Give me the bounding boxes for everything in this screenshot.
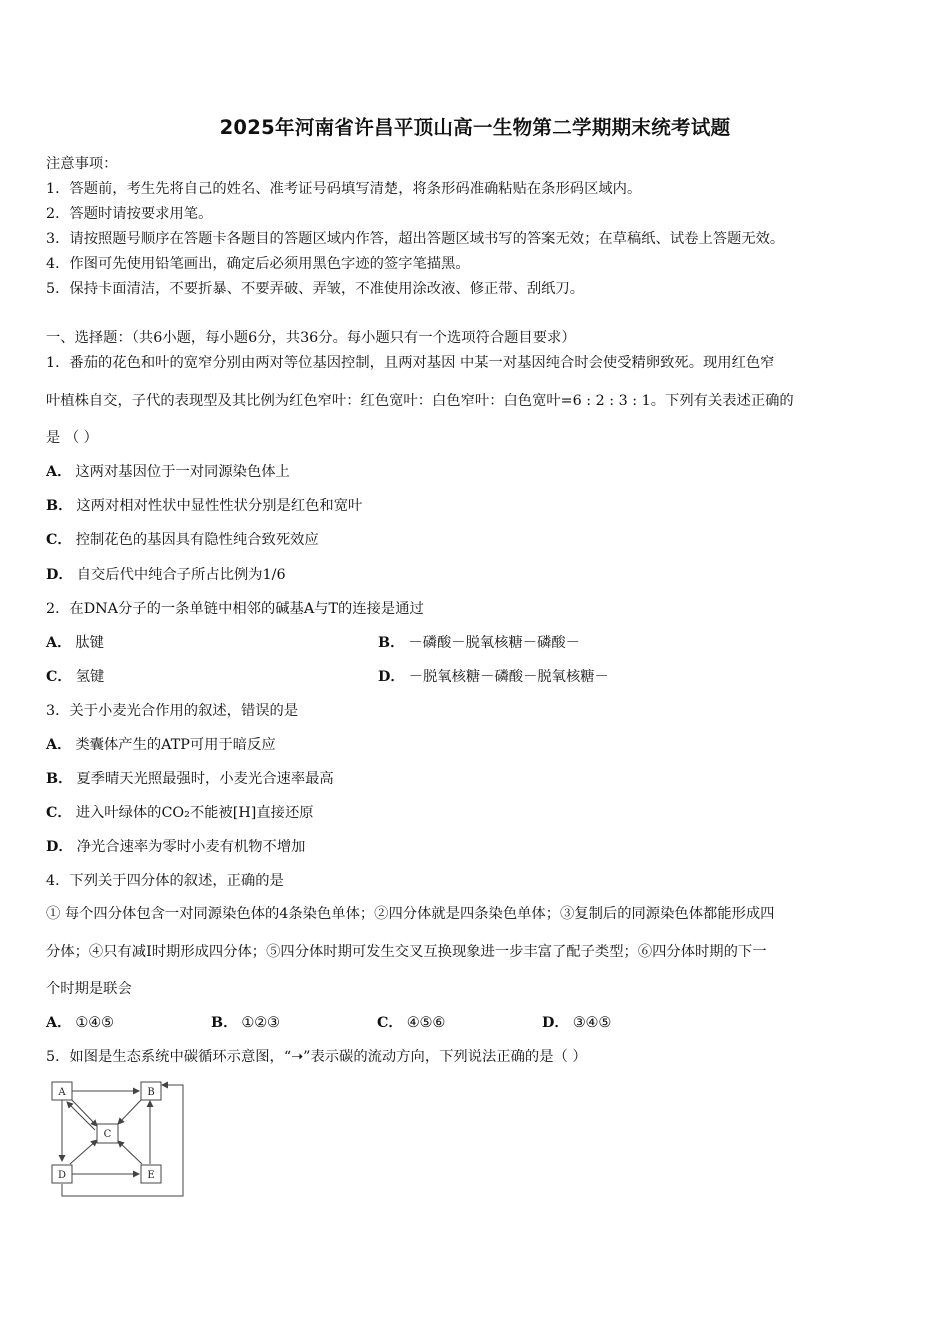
q1-option-a[interactable]	[46, 461, 290, 481]
option-text: 肽键	[75, 635, 104, 651]
q4-option-a[interactable]	[46, 1012, 114, 1032]
arrow-d-to-b-loop	[62, 1085, 183, 1196]
section-heading: 一、选择题：（共6小题，每小题6分，共36分。每小题只有一个选项符合题目要求）	[46, 330, 576, 346]
option-key: A．	[46, 737, 72, 753]
arrow-e-to-c	[118, 1141, 142, 1164]
option-key: B．	[378, 635, 405, 651]
notice-heading: 注意事项：	[46, 156, 118, 172]
q4-stem: 4．下列关于四分体的叙述，正确的是	[46, 873, 284, 889]
notice-item-1: 1．答题前，考生先将自己的姓名、准考证号码填写清楚，将条形码准确粘贴在条形码区域内。	[46, 181, 642, 197]
q1-option-d[interactable]	[46, 564, 286, 584]
option-text: 夏季晴天光照最强时，小麦光合速率最高	[76, 771, 334, 787]
q2-option-d[interactable]	[378, 666, 609, 686]
q4-body-line-3: 个时期是联会	[46, 981, 132, 997]
label-b: B	[147, 1087, 155, 1098]
option-text: ①②③	[241, 1015, 280, 1031]
option-key: B．	[46, 498, 73, 514]
arrow-a-to-c	[70, 1098, 97, 1126]
option-key: B．	[46, 771, 73, 787]
q2-option-a[interactable]	[46, 632, 104, 652]
option-text: 自交后代中纯合子所占比例为1/6	[76, 567, 286, 583]
label-e: E	[147, 1170, 155, 1181]
q2-option-c[interactable]	[46, 666, 104, 686]
q1-stem-line-3: 是 （ ）	[46, 430, 98, 446]
label-c: C	[103, 1129, 112, 1140]
option-text: ③④⑤	[572, 1015, 612, 1031]
option-key: A．	[46, 1015, 72, 1031]
option-text: 控制花色的基因具有隐性纯合致死效应	[75, 532, 319, 548]
q4-option-d[interactable]	[542, 1012, 611, 1032]
option-text: 氢键	[75, 669, 105, 685]
option-key: C．	[46, 669, 72, 685]
q3-option-c[interactable]	[46, 802, 314, 822]
option-key: D．	[542, 1015, 569, 1031]
q2-option-b[interactable]	[378, 632, 580, 652]
label-d: D	[57, 1170, 67, 1181]
arrow-d-to-c	[70, 1140, 97, 1164]
option-text: 这两对基因位于一对同源染色体上	[75, 464, 290, 480]
option-key: B．	[211, 1015, 238, 1031]
carbon-cycle-diagram	[46, 1076, 191, 1202]
q1-stem-line-1: 1．番茄的花色和叶的宽窄分别由两对等位基因控制，且两对基因 中某一对基因纯合时会使受精卵致死。现用红色窄	[46, 355, 775, 371]
arrow-b-to-c	[118, 1100, 141, 1124]
q2-stem: 2．在DNA分子的一条单链中相邻的碱基A与T的连接是通过	[46, 601, 424, 617]
notice-item-3: 3．请按照题号顺序在答题卡各题目的答题区域内作答，超出答题区域书写的答案无效；在草稿纸、试卷上答题无效。	[46, 231, 785, 247]
option-key: D．	[378, 669, 405, 685]
q3-option-d[interactable]	[46, 836, 305, 856]
notice-item-4: 4．作图可先使用铅笔画出，确定后必须用黑色字迹的签字笔描黑。	[46, 256, 470, 272]
option-text: －脱氧核糖－磷酸－脱氧核糖－	[408, 669, 609, 685]
page-title: 2025年河南省许昌平顶山高一生物第二学期期末统考试题	[219, 116, 731, 139]
option-text: 类囊体产生的ATP可用于暗反应	[75, 737, 276, 753]
option-key: A．	[46, 635, 72, 651]
label-a: A	[58, 1087, 66, 1098]
option-key: D．	[46, 567, 73, 583]
notice-item-5: 5．保持卡面清洁，不要折暴、不要弄破、弄皱，不准使用涂改液、修正带、刮纸刀。	[46, 281, 585, 297]
option-text: ①④⑤	[75, 1015, 114, 1031]
q1-option-c[interactable]	[46, 529, 319, 549]
arrow-c-to-a	[67, 1102, 95, 1130]
q3-stem: 3．关于小麦光合作用的叙述，错误的是	[46, 703, 299, 719]
option-text: ④⑤⑥	[406, 1015, 446, 1031]
option-text: 净光合速率为零时小麦有机物不增加	[76, 839, 306, 855]
option-key: C．	[46, 532, 72, 548]
option-text: 这两对相对性状中显性性状分别是红色和宽叶	[76, 498, 363, 514]
q3-option-a[interactable]	[46, 734, 276, 754]
option-key: D．	[46, 839, 73, 855]
q4-option-b[interactable]	[211, 1012, 280, 1032]
q3-option-b[interactable]	[46, 768, 334, 788]
option-key: C．	[377, 1015, 403, 1031]
q1-option-b[interactable]	[46, 495, 362, 515]
q4-body-line-2: 分体；④只有减Ⅰ时期形成四分体；⑤四分体时期可发生交叉互换现象进一步丰富了配子类型；⑥四分体时期的下一	[46, 944, 767, 960]
option-text: 进入叶绿体的CO₂不能被[H]直接还原	[75, 805, 314, 821]
notice-item-2: 2．答题时请按要求用笔。	[46, 206, 213, 222]
option-key: C．	[46, 805, 72, 821]
q5-stem: 5．如图是生态系统中碳循环示意图，“➝”表示碳的流动方向，下列说法正确的是（ ）	[46, 1049, 587, 1065]
option-text: －磷酸－脱氧核糖－磷酸－	[408, 635, 580, 651]
q4-body-line-1: ① 每个四分体包含一对同源染色体的4条染色单体；②四分体就是四条染色单体；③复制后的同源染色体都能形成四	[46, 906, 775, 922]
q1-stem-line-2: 叶植株自交，子代的表现型及其比例为红色窄叶：红色宽叶：白色窄叶：白色宽叶=6 : 2 : 3 : 1。下列有关表述正确的	[46, 393, 794, 409]
q4-option-c[interactable]	[377, 1012, 445, 1032]
option-key: A．	[46, 464, 72, 480]
